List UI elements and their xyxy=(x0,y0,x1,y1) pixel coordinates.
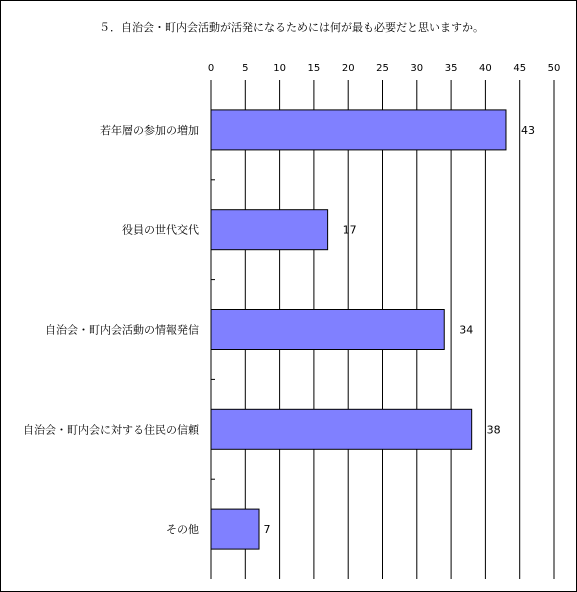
x-tick-label: 15 xyxy=(307,63,321,74)
x-tick-label: 20 xyxy=(341,63,355,74)
bar xyxy=(211,210,328,250)
x-tick-label: 40 xyxy=(479,63,492,74)
bar xyxy=(211,310,444,350)
value-label: 7 xyxy=(263,523,271,537)
category-label: 自治会・町内会活動の情報発信 xyxy=(45,323,199,337)
bar xyxy=(211,509,259,549)
x-tick-label: 10 xyxy=(273,63,286,74)
x-tick-label: 45 xyxy=(513,63,527,74)
bar xyxy=(211,409,472,449)
category-labels xyxy=(23,123,200,536)
bar-chart xyxy=(1,1,576,591)
category-label: 若年層の参加の増加 xyxy=(100,123,199,137)
category-label: その他 xyxy=(166,523,199,537)
x-tick-label: 0 xyxy=(207,63,215,74)
value-label: 17 xyxy=(342,223,357,237)
bar xyxy=(211,110,506,150)
value-label: 43 xyxy=(520,123,535,137)
category-label: 自治会・町内会に対する住民の信頼 xyxy=(23,423,199,437)
x-tick-label: 35 xyxy=(444,63,458,74)
x-tick-label: 30 xyxy=(410,63,424,74)
x-tick-label: 50 xyxy=(547,63,561,74)
x-tick-label: 5 xyxy=(242,63,249,74)
value-label: 38 xyxy=(486,423,501,437)
x-tick-label: 25 xyxy=(376,63,389,74)
x-axis-ticks xyxy=(208,63,561,74)
value-label: 34 xyxy=(459,323,474,337)
chart-title: ５．自治会・町内会活動が活発になるためには何が最も必要だと思いますか。 xyxy=(99,21,484,34)
category-label: 役員の世代交代 xyxy=(122,223,199,237)
